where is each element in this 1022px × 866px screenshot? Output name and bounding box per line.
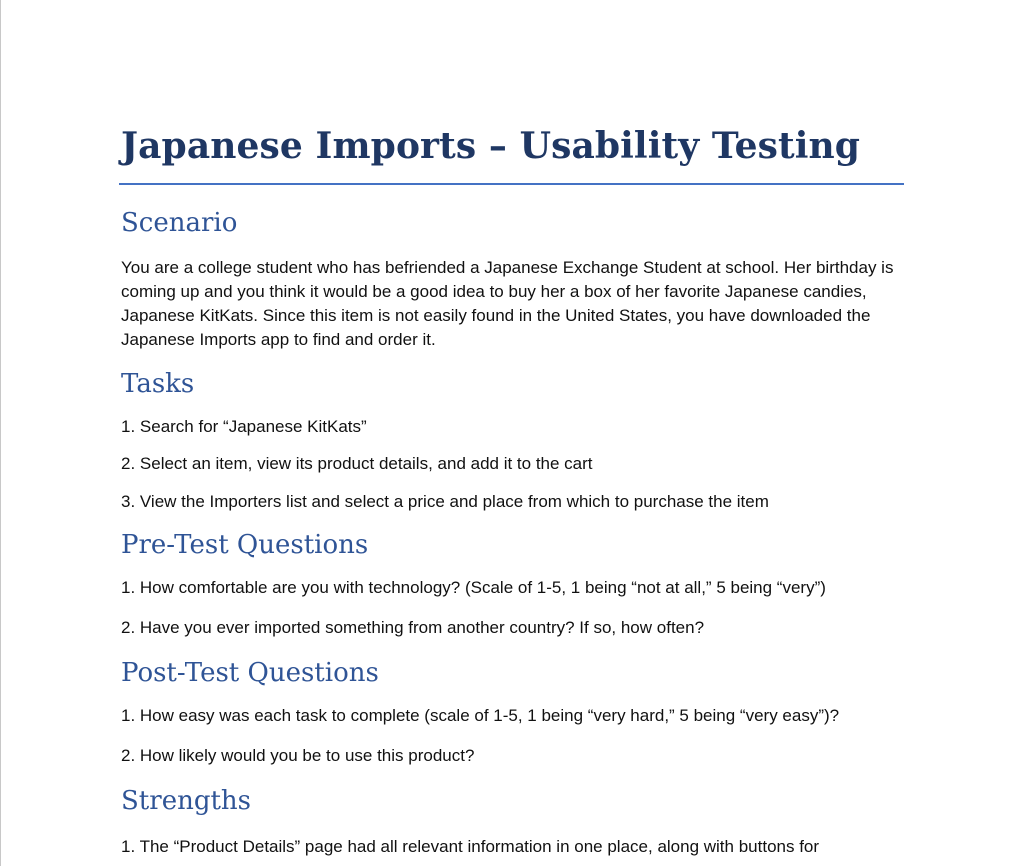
heading-tasks: Tasks (121, 369, 195, 399)
document-body (121, 122, 904, 856)
heading-pre-test-questions: Pre-Test Questions (121, 530, 369, 560)
title-underline (119, 183, 904, 185)
post-test-question-2: 2. How likely would you be to use this product? (121, 746, 475, 765)
scenario-paragraph: You are a college student who has befriended a Japanese Exchange Student at school. Her birthday is coming up and you think it would be a good idea to buy her a box of her favorite Japanese candies, Japanese KitKats. Since this item is not easily found in the United States, you have downloaded the Japanese Imports app to find and order it. (121, 258, 894, 349)
pre-test-question-2: 2. Have you ever imported something from another country? If so, how often? (121, 618, 705, 637)
heading-post-test-questions: Post-Test Questions (121, 658, 379, 688)
task-item-2: 2. Select an item, view its product details, and add it to the cart (121, 454, 593, 473)
page-left-edge (0, 0, 1, 866)
heading-scenario: Scenario (121, 208, 238, 238)
strength-item-1: 1. The “Product Details” page had all relevant information in one place, along with buttons for (121, 837, 820, 856)
heading-strengths: Strengths (121, 786, 251, 816)
task-item-1: 1. Search for “Japanese KitKats” (121, 417, 367, 436)
post-test-question-1: 1. How easy was each task to complete (scale of 1-5, 1 being “very hard,” 5 being “very easy”)? (121, 706, 840, 725)
task-item-3: 3. View the Importers list and select a price and place from which to purchase the item (121, 492, 769, 511)
document-title: Japanese Imports – Usability Testing (121, 125, 861, 167)
pre-test-question-1: 1. How comfortable are you with technology? (Scale of 1-5, 1 being “not at all,” 5 being “very”) (121, 578, 826, 597)
